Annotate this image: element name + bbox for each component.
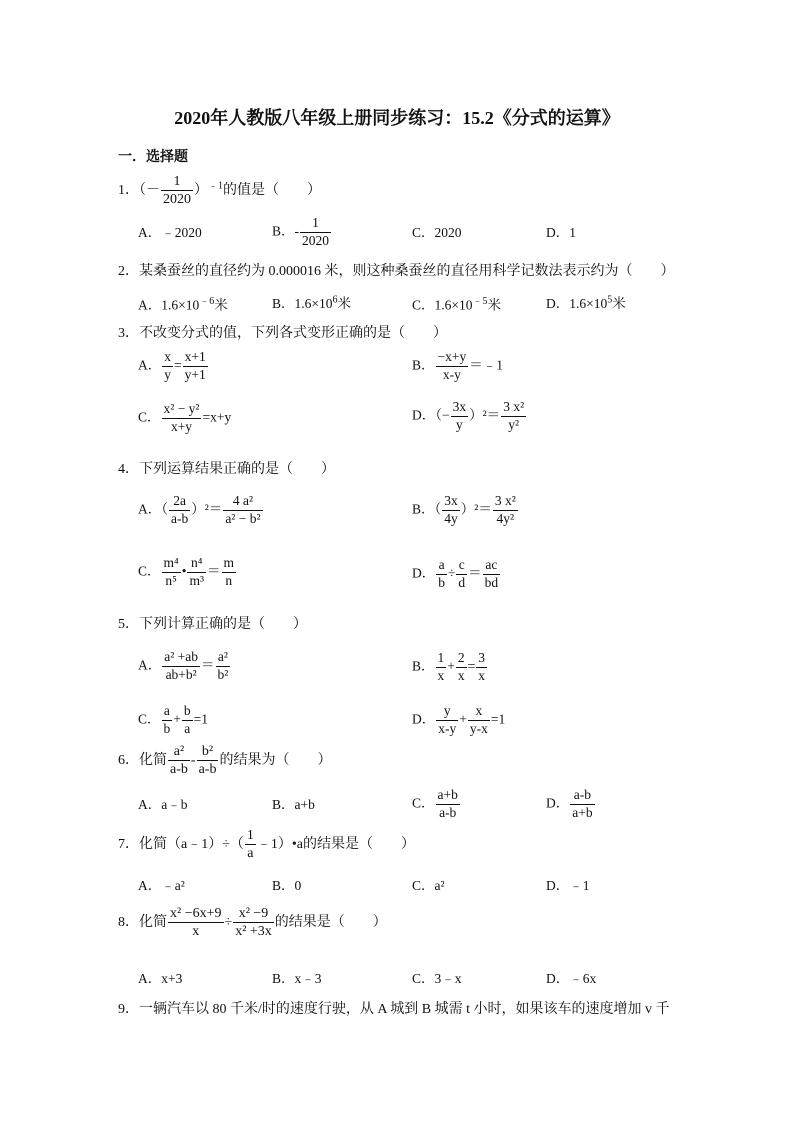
q6-option-a: A．a﹣b: [138, 797, 188, 812]
section-heading: 一．选择题: [118, 150, 188, 165]
q3-option-b: B． $\frac{-x+y}{x-y}$ ＝﹣1: [412, 349, 503, 382]
q4-option-d: D． $\frac{a}{b}$ ÷ $\frac{c}{d}$ ＝ $\frac{ac}{bd}$: [412, 557, 499, 590]
q8-option-b: B．x﹣3: [272, 971, 322, 986]
q6-option-d: D． $\frac{a-b}{a+b}$: [546, 787, 593, 820]
q3-option-c: C． $\frac{\text{x² − y²}}{x+y}$ =x+y: [138, 401, 232, 434]
q5-option-c: C． $\frac{a}{b}$ + $\frac{b}{a}$ =1: [138, 703, 209, 736]
question-4: 4．下列运算结果正确的是（ ）: [118, 462, 335, 477]
question-9: 9．一辆汽车以 80 千米/时的速度行驶，从 A 城到 B 城需 t 小时，如果该车的速度增加 v 千: [118, 1002, 670, 1017]
question-6: 6．化简 $\frac{\text{a²}}{a-b}$ - $\frac{\text{b²}}{a-b}$ 的结果为（ ）: [118, 744, 332, 778]
q8-option-d: D．﹣6x: [546, 971, 597, 986]
q2-option-c: C．$1.6\times 10^{﹣5}$米: [412, 296, 501, 313]
q5-option-d: D． $\frac{y}{x-y}$ + $\frac{x}{y-x}$ =1: [412, 703, 506, 736]
q2-option-b: B．$1.6\times 10^6$米: [272, 294, 351, 311]
question-1: 1．（－ $\frac{1}{2020}$ ）$^{﹣1}$的值是（ ）: [118, 174, 321, 208]
q4-option-a: A．（ $\frac{2a}{a-b}$ ）²＝ $\frac{\text{4 a²}}{\text{a² − b²}}$: [138, 493, 261, 526]
q2-option-d: D．$1.6\times 10^5$米: [546, 294, 626, 311]
question-5: 5．下列计算正确的是（ ）: [118, 617, 307, 632]
q1-option-d: D．1: [546, 225, 576, 240]
q8-option-c: C．3﹣x: [412, 971, 462, 986]
q3-option-a: A． $\frac{x}{y}$ = $\frac{x+1}{y+1}$: [138, 349, 206, 382]
fraction: $\frac{1}{2020}$: [163, 174, 191, 208]
page-title: 2020年人教版八年级上册同步练习：15.2《分式的运算》: [174, 108, 620, 128]
q2-option-a: A．$1.6\times 10^{﹣6}$米: [138, 296, 228, 313]
q4-option-c: C． $\frac{\text{m⁴}}{\text{n⁵}}$ • $\frac{\text{n⁴}}{\text{m³}}$ ＝ $\frac{m}{n}$: [138, 555, 235, 588]
q1-option-a: A．﹣2020: [138, 225, 202, 240]
q7-option-b: B．0: [272, 878, 302, 893]
question-3: 3．不改变分式的值，下列各式变形正确的是（ ）: [118, 326, 447, 341]
q1-option-b: B．- $\frac{1}{2020}$: [272, 215, 330, 248]
q5-option-a: A． $\frac{\text{a² +ab}}{\text{ab+b²}}$ ＝ $\frac{\text{a²}}{\text{b²}}$: [138, 649, 229, 682]
q7-option-d: D．﹣1: [546, 878, 590, 893]
q4-option-b: B．（ $\frac{3x}{4y}$ ）²＝ $\frac{\text{3 x²}}{\text{4y²}}$: [412, 493, 516, 526]
q3-option-d: D．（− $\frac{3x}{y}$ ）²＝ $\frac{\text{3 x²}}{\text{y²}}$: [412, 399, 525, 432]
question-7: 7．化简（a﹣1）÷（ $\frac{1}{a}$ ﹣1）•a的结果是（ ）: [118, 828, 416, 862]
q6-option-c: C． $\frac{a+b}{a-b}$: [412, 787, 458, 820]
question-2: 2．某桑蚕丝的直径约为 0.000016 米，则这种桑蚕丝的直径用科学记数法表示约为（ ）: [118, 264, 675, 279]
q5-option-b: B． $\frac{1}{x}$ + $\frac{2}{x}$ = $\frac{3}{x}$: [412, 650, 486, 683]
q7-option-c: C．a²: [412, 878, 445, 893]
question-number: 1．: [118, 183, 139, 199]
q8-option-a: A．x+3: [138, 971, 183, 986]
q7-option-a: A．﹣a²: [138, 878, 185, 893]
question-8: 8．化简 $\frac{\text{x² −6x+9}}{x}$ ÷ $\frac{\text{x² −9}}{\text{x² +3x}}$ 的结果是（ ）: [118, 906, 387, 940]
q1-option-c: C．2020: [412, 225, 462, 240]
q6-option-b: B．a+b: [272, 797, 315, 812]
